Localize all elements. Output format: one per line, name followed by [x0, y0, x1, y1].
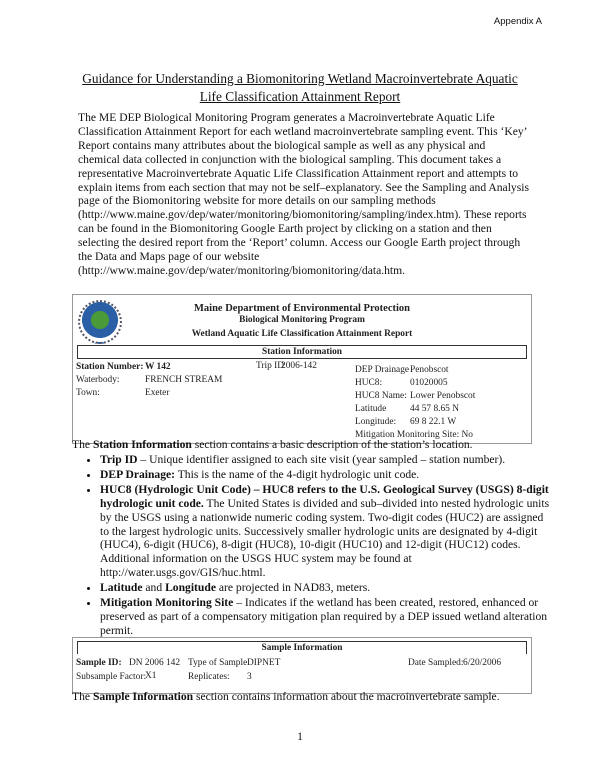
report-org: Maine Department of Environmental Protection — [194, 303, 410, 314]
text: The — [72, 438, 93, 451]
report-title: Wetland Aquatic Life Classification Attainment Report — [191, 329, 413, 339]
sample-section-header: Sample Information — [77, 641, 527, 654]
longitude: 69 8 22.1 W — [410, 417, 457, 427]
appendix-label: Appendix A — [493, 16, 542, 27]
sample-report-image — [72, 637, 532, 694]
text: and — [142, 581, 166, 595]
label: DEP Drainage — [355, 365, 410, 375]
huc8-name: Lower Penobscot — [410, 391, 476, 401]
huc8: 01020005 — [410, 378, 448, 388]
label: Date Sampled: — [408, 658, 464, 668]
label: Latitude — [355, 404, 387, 414]
latitude: 44 57 8.65 N — [410, 404, 459, 414]
dep-drainage: Penobscot — [410, 365, 449, 375]
term: Latitude — [100, 581, 143, 595]
definition: This is the name of the 4-digit hydrologic unit code. — [175, 467, 420, 481]
page-title: Guidance for Understanding a Biomonitoring Wetland Macroinvertebrate Aquatic Life Classification Attainment Report — [82, 71, 518, 104]
waterbody: FRENCH STREAM — [145, 375, 223, 385]
station-section-header: Station Information — [77, 345, 527, 359]
term: HUC8 (Hydrologic Unit Code) – HUC8 refers to the U.S. Geological Survey (USGS) 8-digit hydrologic unit code. — [100, 482, 549, 510]
label: HUC8: — [355, 378, 383, 388]
text-bold: Station Information — [92, 438, 192, 451]
mitigation-site: Mitigation Monitoring Site: No — [355, 430, 473, 440]
list-item — [100, 596, 552, 638]
list-item — [100, 581, 552, 595]
station-info-description — [72, 438, 532, 452]
sample-type: DIPNET — [247, 658, 281, 668]
label: Subsample Factor: — [76, 672, 147, 682]
definitions-list — [78, 453, 552, 639]
subsample-factor: X1 — [145, 671, 157, 681]
label: Station Number: — [76, 362, 144, 372]
label: Trip ID — [256, 361, 285, 371]
term: DEP Drainage: — [100, 467, 176, 481]
definition: The United States is divided and sub–divided into nested hydrologic units by the USGS using a nationwide numeric coding system. Two-digit codes (HUC2) are assigned to the largest hydrologic units. Successively smaller hydrologic units are designated by 4-digit (HUC4), 6-digit (HUC6), 8-digit (HUC8), 10-digit (HUC10) and 12-digit (HUC12) codes. Additional information on the USGS HUC system may be found at http://water.usgs.gov/GIS/huc.html. — [100, 496, 550, 580]
report-program: Biological Monitoring Program — [239, 315, 365, 325]
town: Exeter — [145, 388, 170, 398]
text: The — [72, 690, 93, 703]
text: section contains a basic description of the station’s location. — [191, 438, 473, 451]
term: Longitude — [165, 581, 216, 595]
date-sampled: 6/20/2006 — [463, 658, 502, 668]
intro-paragraph: The ME DEP Biological Monitoring Program generates a Macroinvertebrate Aquatic Life Classification Attainment Report for each wetland macroinvertebrate sampling event. This ‘Key’ Report contains many attributes about the biological sample as well as any physical and chemical data collected in conjunction with the biological sampling. This document takes a representative Macroinvertebrate Aquatic Life Classification Attainment report and attempts to explain items from each section that may not be self–explanatory. See the Sampling and Analysis page of the Biomonitoring website for more details on our sampling methods (http://www.maine.gov/dep/water/monitoring/biomonitoring/sampling/index.htm). These reports can be found in the Biomonitoring Google Earth project by clicking on a station and then selecting the desired report from the ‘Report’ column. Access our Google Earth project through the Data and Maps page of our website (http://www.maine.gov/dep/water/monitoring/biomonitoring/data.htm. — [78, 111, 529, 277]
text: section contains information about the macroinvertebrate sample. — [193, 690, 500, 703]
label: Waterbody: — [76, 375, 120, 385]
label: Type of Sample — [188, 658, 248, 668]
label: Replicates: — [188, 672, 230, 682]
label: Sample ID: — [76, 658, 122, 668]
sample-id: DN 2006 142 — [129, 658, 181, 668]
label: HUC8 Name: — [355, 391, 407, 401]
term: Trip ID — [100, 453, 138, 466]
definition: – Unique identifier assigned to each site visit (year sampled – station number). — [137, 453, 506, 466]
station-number: W 142 — [145, 362, 171, 372]
page-number: 1 — [297, 730, 303, 743]
label: Longitude: — [355, 417, 397, 427]
term: Mitigation Monitoring Site — [100, 596, 234, 610]
definition: are projected in NAD83, meters. — [215, 581, 371, 595]
trip-id: 2006-142 — [281, 361, 317, 371]
list-item — [100, 468, 552, 482]
replicates: 3 — [247, 672, 252, 682]
definition: – Indicates if the wetland has been created, restored, enhanced or preserved as part of a compensatory mitigation plan required by a DEP issued wetland alteration permit. — [100, 596, 548, 637]
list-item — [100, 483, 552, 580]
sample-info-description — [72, 690, 500, 703]
label: Town: — [76, 388, 100, 398]
text-bold: Sample Information — [92, 690, 194, 703]
station-report-image — [72, 294, 532, 444]
list-item — [100, 453, 552, 467]
